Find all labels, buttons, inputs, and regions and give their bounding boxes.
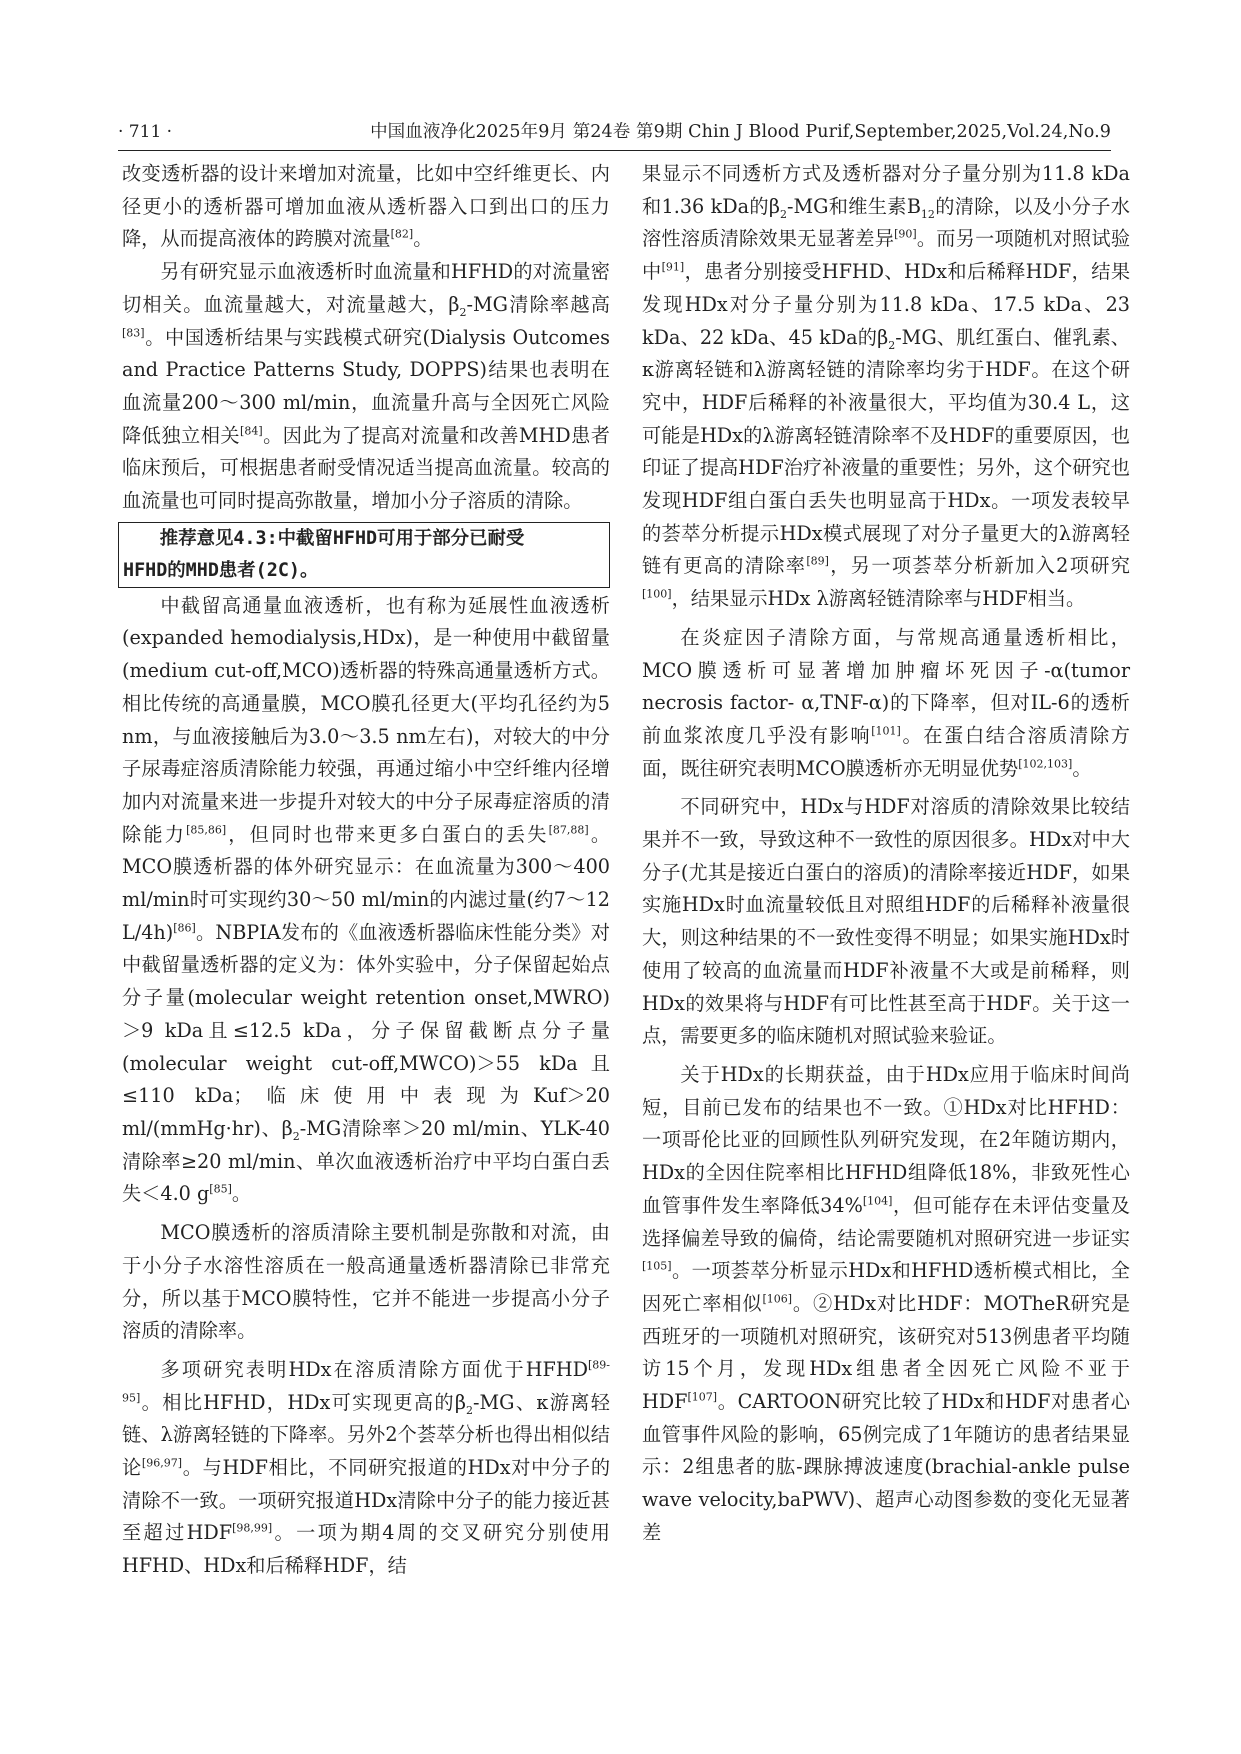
citation: [100] [642,587,672,601]
citation: [89-95] [122,1358,610,1405]
paragraph: 果显示不同透析方式及透析器对分子量分别为11.8 kDa和1.36 kDa的$\beta_2-MG$和维生素$B_{12}$的清除，以及小分子水溶性溶质清除效果无显著差异[90]。而另一项随机对照试验中[91]，患者分别接受HFHD、HDx和后稀释HDF，结果发现HDx对分子量分别为11.8 kDa、17.5 kDa、23 kDa、22 kDa、45 kDa的$\beta_2-MG$、肌红蛋白、催乳素、κ游离轻链和λ游离轻链的清除率均劣于HDF。在这个研究中，HDF后稀释的补液量很大，平均值为30.4 L，这可能是HDx的λ游离轻链清除率不及HDF的重要原因，也印证了提高HDF治疗补液量的重要性；另外，这个研究也发现HDF组白蛋白丢失也明显高于HDx。一项发表较早的荟萃分析提示HDx模式展现了对分子量更大的λ游离轻链有更高的清除率[89]，另一项荟萃分析新加入2项研究[100]，结果显示HDx λ游离轻链清除率与HDF相当。 [642,162,1131,611]
citation: [84] [240,424,263,438]
recommendation-line-1: 推荐意见4.3:中截留HFHD可用于部分已耐受 [159,527,525,549]
right-column [642,158,1130,1550]
recommendation-line-2: HFHD的MHD患者(2C)。 [123,559,319,581]
page-number: · 711 · [118,122,173,142]
paragraph: 多项研究表明HDx在溶质清除方面优于HFHD[89-95]。相比HFHD，HDx可实现更高的$\beta_2-MG$、κ游离轻链、λ游离轻链的下降率。另外2个荟萃分析也得出相似结论[96,97]。与HDF相比，不同研究报道的HDx对中分子的清除不一致。一项研究报道HDx清除中分子的能力接近甚至超过HDF[98,99]。一项为期4周的交叉研究分别使用HFHD、HDx和后稀释HDF，结 [122,1357,611,1578]
citation: [102,103] [1018,757,1073,771]
recommendation-box [118,522,610,588]
citation: [104] [862,1194,893,1208]
left-column [122,158,610,1583]
paragraph: 关于HDx的长期获益，由于HDx应用于临床时间尚短，目前已发布的结果也不一致。①HDx对比HFHD：一项哥伦比亚的回顾性队列研究发现，在2年随访期内，HDx的全因住院率相比HFHD组降低18%，非致死性心血管事件发生率降低34%[104]，但可能存在未评估变量及选择偏差导致的偏倚，结论需要随机对照研究进一步证实[105]。一项荟萃分析显示HDx和HFHD透析模式相比，全因死亡率相似[106]。②HDx对比HDF：MOTheR研究是西班牙的一项随机对照研究，该研究对513例患者平均随访15个月，发现HDx组患者全因死亡风险不亚于HDF[107]。CARTOON研究比较了HDx和HDF对患者心血管事件风险的影响，65例完成了1年随访的患者结果显示：2组患者的肱-踝脉搏波速度(brachial-ankle pulse wave velocity,baPWV)、超声心动图参数的变化无显著差 [642,1062,1131,1544]
paragraph: 不同研究中，HDx与HDF对溶质的清除效果比较结果并不一致，导致这种不一致性的原因很多。HDx对中大分子(尤其是接近白蛋白的溶质)的清除率接近HDF，如果实施HDx时血流量较低且对照组HDF的后稀释补液量很大，则这种结果的不一致性变得不明显；如果实施HDx时使用了较高的血流量而HDF补液量不大或是前稀释，则HDx的效果将与HDF有可比性甚至高于HDF。关于这一点，需要更多的临床随机对照试验来验证。 [642,795,1130,1048]
citation: [85,86] [186,823,227,837]
journal-citation: 中国血液净化2025年9月 第24卷 第9期 Chin J Blood Purif,September,2025,Vol.24,No.9 [370,122,1111,142]
paragraph: 在炎症因子清除方面，与常规高通量透析相比，MCO膜透析可显著增加肿瘤坏死因子-α(tumor necrosis factor- α,TNF-α)的下降率，但对IL-6的透析前血浆浓度几乎没有影响[101]。在蛋白结合溶质清除方面，既往研究表明MCO膜透析亦无明显优势[102,103]。 [642,625,1130,780]
citation: [106] [762,1292,793,1306]
citation: [89] [806,555,829,569]
page-header [118,120,1111,151]
citation: [85] [209,1183,232,1196]
paragraph: MCO膜透析的溶质清除主要机制是弥散和对流，由于小分子水溶性溶质在一般高通量透析器清除已非常充分，所以基于MCO膜特性，它并不能进一步提高小分子溶质的清除率。 [122,1221,610,1343]
citation: [91] [661,260,685,274]
citation: [96,97] [141,1456,182,1470]
paragraph: 另有研究显示血液透析时血流量和HFHD的对流量密切相关。血流量越大，对流量越大，$\beta_2-MG$清除率越高[83]。中国透析结果与实践模式研究(Dialysis Outcomes and Practice Patterns Study, DOPPS)结果也表明在血流量200～300 ml/min，血流量升高与全因死亡风险降低独立相关[84]。因此为了提高对流量和改善MHD患者临床预后，可根据患者耐受情况适当提高血流量。较高的血流量也可同时提高弥散量，增加小分子溶质的清除。 [122,260,610,513]
paragraph: 中截留高通量血液透析，也有称为延展性血液透析(expanded hemodialysis,HDx)，是一种使用中截留量(medium cut-off,MCO)透析器的特殊高通量透析方式。相比传统的高通量膜，MCO膜孔径更大(平均孔径约为5 nm，与血液接触后为3.0～3.5 nm左右)，对较大的中分子尿毒症溶质清除能力较强，再通过缩小中空纤维内径增加内对流量来进一步提升对较大的中分子尿毒症溶质的清除能力[85,86]，但同时也带来更多白蛋白的丢失[87,88]。MCO膜透析器的体外研究显示：在血流量为300～400 ml/min时可实现约30～50 ml/min的内滤过量(约7～12 L/4h)[86]。NBPIA发布的《血液透析器临床性能分类》对中截留量透析器的定义为：体外实验中，分子保留起始点分子量(molecular weight retention onset,MWRO)＞9 kDa且≤12.5 kDa，分子保留截断点分子量(molecular weight cut-off,MWCO)＞55 kDa且≤110 kDa；临床使用中表现为Kuf＞20 ml/(mmHg·hr)、$\beta_2-MG$清除率＞20 ml/min、YLK-40清除率≥20 ml/min、单次血液透析治疗中平均白蛋白丢失＜4.0 g[85]。 [122,593,611,1206]
citation: [86] [173,921,196,935]
citation: [87,88] [548,823,589,837]
citation: [105] [642,1259,672,1273]
citation: [82] [390,228,414,242]
citation: [107] [687,1390,718,1404]
citation: [90] [894,228,917,242]
citation: [101] [871,724,901,738]
citation: [98,99] [232,1522,273,1536]
paragraph: 改变透析器的设计来增加对流量，比如中空纤维更长、内径更小的透析器可增加血液从透析器入口到出口的压力降，从而提高液体的跨膜对流量[82]。 [122,162,610,251]
citation: [83] [122,326,145,340]
